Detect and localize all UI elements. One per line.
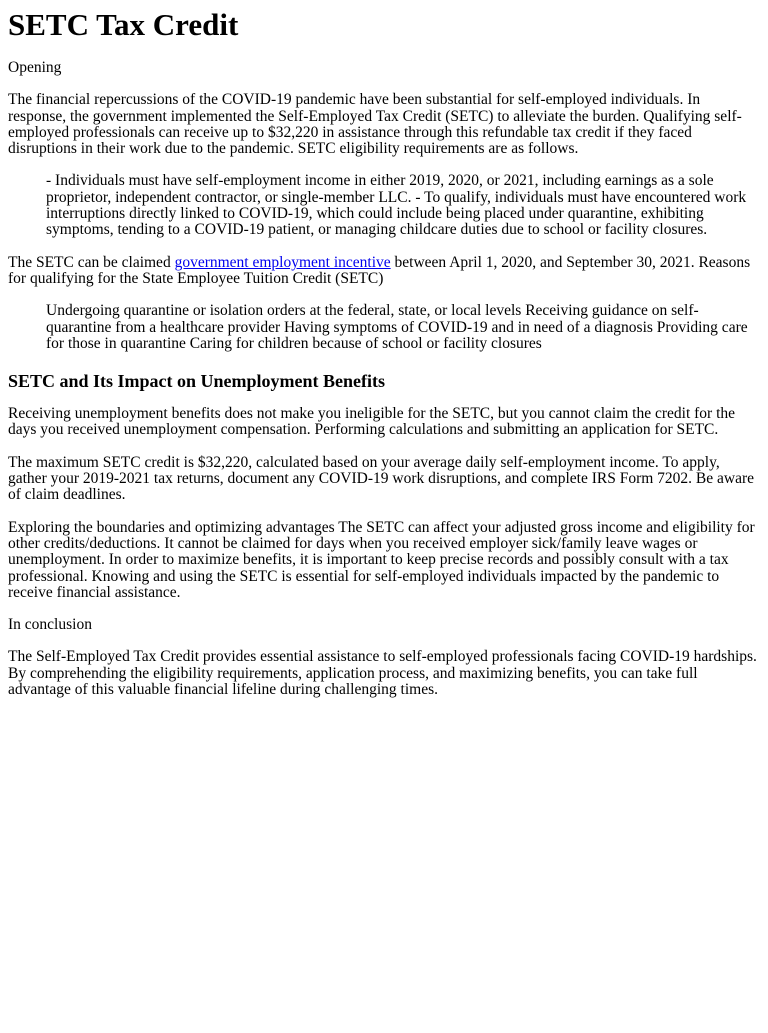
maximum-credit-paragraph: The maximum SETC credit is $32,220, calculated based on your average daily self-employment income. To apply, gather your 2019-2021 tax returns, document any COVID-19 work disruptions, and complete IRS Form 7202. Be aware of claim deadlines.	[8, 453, 755, 504]
reasons-quote: Undergoing quarantine or isolation orders at the federal, state, or local levels Receiving guidance on self-quarantine from a healthcare provider Having symptoms of COVID-19 and in need of a diagnosis Providing care for those in quarantine Caring for children because of school or facility closures	[46, 302, 748, 352]
intro-paragraph: The financial repercussions of the COVID-19 pandemic have been substantial for self-employed individuals. In response, the government implemented the Self-Employed Tax Credit (SETC) to alleviate the burden. Qualifying self-employed professionals can receive up to $32,220 in assistance through this refundable tax credit if they faced disruptions in their work due to the pandemic. SETC eligibility requirements are as follows.	[8, 91, 742, 158]
page-title: SETC Tax Credit	[8, 7, 239, 42]
section-heading: SETC and Its Impact on Unemployment Benefits	[8, 371, 386, 392]
claim-text-after: between April 1, 2020, and September 30, 2021. Reasons for qualifying for the State Employee Tuition Credit (SETC)	[8, 253, 751, 287]
article-page	[0, 9, 768, 698]
government-employment-incentive-link[interactable]: government employment incentive	[174, 253, 391, 271]
unemployment-paragraph: Receiving unemployment benefits does not make you ineligible for the SETC, but you cannot claim the credit for the days you received unemployment compensation. Performing calculations and submitting an application for SETC.	[8, 405, 736, 439]
claim-paragraph	[8, 255, 760, 288]
exploring-paragraph: Exploring the boundaries and optimizing advantages The SETC can affect your adjusted gross income and eligibility for other credits/deductions. It cannot be claimed for days when you received employer sick/family leave wages or unemployment. In order to maximize benefits, it is important to keep precise records and possibly consult with a tax professional. Knowing and using the SETC is essential for self-employed individuals impacted by the pandemic to receive financial assistance.	[8, 518, 755, 601]
conclusion-paragraph: The Self-Employed Tax Credit provides essential assistance to self-employed professionals facing COVID-19 hardships. By comprehending the eligibility requirements, application process, and maximizing benefits, you can take full advantage of this valuable financial lifeline during challenging times.	[8, 648, 757, 699]
requirements-quote: - Individuals must have self-employment income in either 2019, 2020, or 2021, including earnings as a sole proprietor, independent contractor, or single-member LLC. - To qualify, individuals must have encountered work interruptions directly linked to COVID-19, which could include being placed under quarantine, exhibiting symptoms, tending to a COVID-19 patient, or managing childcare duties due to school or facility closures.	[46, 172, 747, 239]
opening-label: Opening	[8, 59, 62, 76]
claim-text-before: The SETC can be claimed	[8, 253, 175, 271]
conclusion-label: In conclusion	[8, 616, 92, 634]
